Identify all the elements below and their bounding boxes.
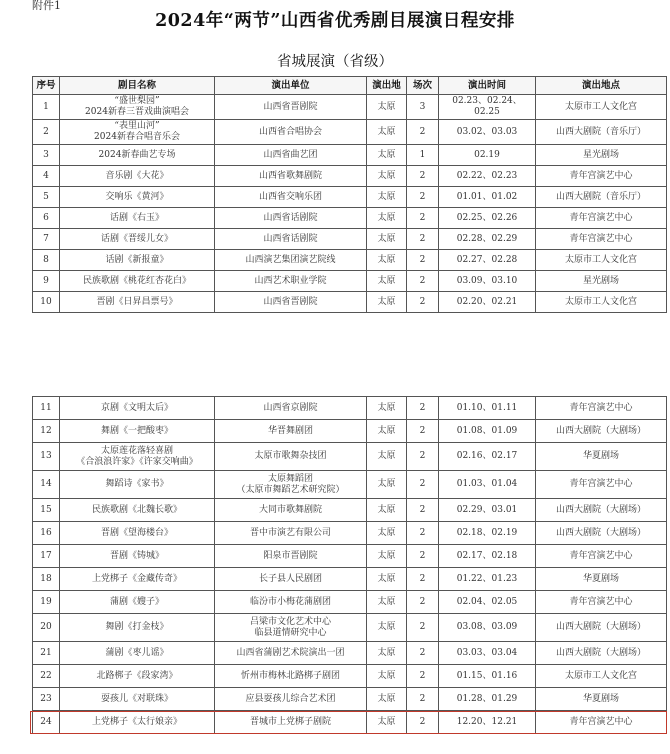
cell-time-line: 02.27、02.28 bbox=[456, 254, 518, 265]
cell-city: 太原 bbox=[367, 145, 407, 166]
cell-city: 太原 bbox=[367, 250, 407, 271]
cell-time-line: 01.15、01.16 bbox=[456, 670, 518, 681]
cell-name bbox=[60, 568, 215, 591]
cell-unit-line: 临汾市小梅花蒲剧团 bbox=[249, 596, 331, 607]
cell-name-line: 音乐剧《大花》 bbox=[105, 170, 169, 181]
cell-name-line: 民族歌剧《北魏长歌》 bbox=[91, 504, 182, 515]
cell-name bbox=[60, 145, 215, 166]
cell-unit-line: 应县耍孩儿综合艺术团 bbox=[245, 693, 336, 704]
header-shows: 场次 bbox=[407, 77, 439, 95]
cell-name bbox=[60, 711, 215, 734]
cell-venue: 太原市工人文化宫 bbox=[536, 292, 667, 313]
cell-time bbox=[439, 614, 536, 642]
cell-shows: 2 bbox=[407, 229, 439, 250]
cell-unit bbox=[215, 420, 367, 443]
cell-unit bbox=[215, 471, 367, 499]
cell-no: 16 bbox=[33, 522, 60, 545]
cell-time bbox=[439, 711, 536, 734]
cell-city: 太原 bbox=[367, 397, 407, 420]
cell-unit bbox=[215, 499, 367, 522]
cell-unit bbox=[215, 397, 367, 420]
cell-venue: 太原市工人文化宫 bbox=[536, 250, 667, 271]
cell-time-line: 01.22、01.23 bbox=[456, 573, 518, 584]
cell-venue: 山西大剧院（音乐厅） bbox=[536, 120, 667, 145]
cell-name bbox=[60, 471, 215, 499]
cell-shows: 2 bbox=[407, 614, 439, 642]
cell-unit bbox=[215, 166, 367, 187]
cell-name bbox=[60, 271, 215, 292]
cell-unit-line: 山西艺术职业学院 bbox=[254, 275, 327, 286]
cell-unit bbox=[215, 250, 367, 271]
cell-no: 12 bbox=[33, 420, 60, 443]
cell-time-line: 01.01、01.02 bbox=[456, 191, 518, 202]
cell-venue: 山西大剧院（大剧场） bbox=[536, 420, 667, 443]
cell-unit bbox=[215, 545, 367, 568]
cell-shows: 2 bbox=[407, 591, 439, 614]
cell-venue: 华夏剧场 bbox=[536, 568, 667, 591]
cell-time bbox=[439, 271, 536, 292]
cell-unit-line: 山西省晋剧院 bbox=[263, 296, 318, 307]
cell-time bbox=[439, 420, 536, 443]
cell-shows: 2 bbox=[407, 711, 439, 734]
table-row bbox=[33, 208, 667, 229]
cell-unit-line: 山西省曲艺团 bbox=[263, 149, 318, 160]
cell-time bbox=[439, 443, 536, 471]
table-row bbox=[33, 145, 667, 166]
cell-name-line: 话剧《新报童》 bbox=[105, 254, 169, 265]
cell-unit-line: 忻州市梅林北路梆子剧团 bbox=[240, 670, 340, 681]
table-row bbox=[33, 499, 667, 522]
cell-time-line: 02.17、02.18 bbox=[456, 550, 518, 561]
cell-time bbox=[439, 120, 536, 145]
cell-city: 太原 bbox=[367, 614, 407, 642]
cell-time bbox=[439, 397, 536, 420]
cell-time bbox=[439, 471, 536, 499]
cell-no: 21 bbox=[33, 642, 60, 665]
cell-name-line: 话剧《晋绥儿女》 bbox=[100, 233, 173, 244]
schedule-table-1 bbox=[32, 76, 667, 313]
cell-name-line: 上党梆子《太行娘亲》 bbox=[91, 716, 182, 727]
cell-unit-line: 山西省晋剧院 bbox=[263, 101, 318, 112]
cell-shows: 2 bbox=[407, 187, 439, 208]
cell-no: 2 bbox=[33, 120, 60, 145]
cell-time-line: 02.18、02.19 bbox=[456, 527, 518, 538]
cell-name-line: 《合浪浪许家》《许家交响曲》 bbox=[76, 456, 198, 467]
cell-no: 19 bbox=[33, 591, 60, 614]
cell-name bbox=[60, 187, 215, 208]
cell-venue: 青年宫演艺中心 bbox=[536, 208, 667, 229]
cell-no: 13 bbox=[33, 443, 60, 471]
cell-city: 太原 bbox=[367, 95, 407, 120]
cell-unit bbox=[215, 522, 367, 545]
cell-name-line: 2024新春曲艺专场 bbox=[98, 149, 176, 160]
cell-unit-line: 山西省交响乐团 bbox=[258, 191, 322, 202]
cell-city: 太原 bbox=[367, 499, 407, 522]
cell-no: 17 bbox=[33, 545, 60, 568]
table-row bbox=[33, 522, 667, 545]
cell-city: 太原 bbox=[367, 711, 407, 734]
cell-name-line: 晋剧《望海楼台》 bbox=[100, 527, 173, 538]
cell-unit bbox=[215, 665, 367, 688]
table-row bbox=[33, 420, 667, 443]
cell-name-line: 2024新春三晋戏曲演唱会 bbox=[85, 107, 189, 117]
cell-time bbox=[439, 665, 536, 688]
table-row bbox=[33, 471, 667, 499]
cell-name-line: 耍孩儿《对联珠》 bbox=[100, 693, 173, 704]
cell-unit-line: 太原舞蹈团 bbox=[267, 473, 313, 484]
cell-time-line: 01.03、01.04 bbox=[456, 479, 518, 489]
cell-time bbox=[439, 642, 536, 665]
table-row bbox=[33, 665, 667, 688]
cell-unit bbox=[215, 292, 367, 313]
cell-unit-line: 晋城市上党梆子剧院 bbox=[249, 716, 331, 727]
cell-name-line: “盛世梨园” bbox=[114, 96, 160, 106]
cell-city: 太原 bbox=[367, 420, 407, 443]
cell-venue: 青年宫演艺中心 bbox=[536, 711, 667, 734]
cell-unit bbox=[215, 145, 367, 166]
cell-name bbox=[60, 420, 215, 443]
cell-no: 4 bbox=[33, 166, 60, 187]
cell-shows: 2 bbox=[407, 499, 439, 522]
cell-no: 7 bbox=[33, 229, 60, 250]
cell-venue: 山西大剧院（大剧场） bbox=[536, 642, 667, 665]
cell-name-line: 晋剧《铸城》 bbox=[109, 550, 164, 561]
cell-city: 太原 bbox=[367, 187, 407, 208]
cell-city: 太原 bbox=[367, 642, 407, 665]
cell-name bbox=[60, 120, 215, 145]
cell-venue: 山西大剧院（大剧场） bbox=[536, 499, 667, 522]
cell-name-line: 京剧《文明太后》 bbox=[100, 402, 173, 413]
cell-time-line: 02.29、03.01 bbox=[456, 504, 518, 515]
annex-label: 附件1 bbox=[32, 0, 61, 12]
cell-time bbox=[439, 95, 536, 120]
cell-name bbox=[60, 688, 215, 711]
cell-name-line: 晋剧《日昇昌票号》 bbox=[96, 296, 178, 307]
cell-shows: 2 bbox=[407, 471, 439, 499]
table-row bbox=[33, 568, 667, 591]
cell-time-line: 02.20、02.21 bbox=[456, 296, 518, 307]
cell-unit-line: 山西省合唱协会 bbox=[258, 126, 322, 137]
cell-time-line: 02.25、02.26 bbox=[456, 212, 518, 223]
cell-no: 10 bbox=[33, 292, 60, 313]
cell-time-line: 02.28、02.29 bbox=[456, 233, 518, 244]
cell-venue: 青年宫演艺中心 bbox=[536, 229, 667, 250]
cell-name-line: 舞剧《打金枝》 bbox=[105, 622, 169, 632]
cell-name-line: 舞剧《一把酸枣》 bbox=[100, 425, 173, 436]
cell-city: 太原 bbox=[367, 688, 407, 711]
cell-time-line: 02.23、02.24、 bbox=[452, 96, 522, 106]
table-row bbox=[33, 292, 667, 313]
cell-no: 5 bbox=[33, 187, 60, 208]
cell-no: 23 bbox=[33, 688, 60, 711]
cell-time-line: 01.10、01.11 bbox=[456, 402, 518, 413]
cell-name-line: 蒲剧《枣儿谣》 bbox=[105, 647, 169, 658]
cell-no: 1 bbox=[33, 95, 60, 120]
cell-unit bbox=[215, 229, 367, 250]
cell-unit bbox=[215, 208, 367, 229]
cell-venue: 华夏剧场 bbox=[536, 443, 667, 471]
cell-name bbox=[60, 522, 215, 545]
header-time: 演出时间 bbox=[439, 77, 536, 95]
table-row bbox=[33, 443, 667, 471]
cell-name bbox=[60, 292, 215, 313]
cell-unit-line: 山西省话剧院 bbox=[263, 212, 318, 223]
cell-city: 太原 bbox=[367, 665, 407, 688]
cell-unit-line: 山西省蒲剧艺术院演出一团 bbox=[236, 647, 345, 658]
cell-shows: 2 bbox=[407, 545, 439, 568]
cell-no: 24 bbox=[33, 711, 60, 734]
cell-venue: 星光剧场 bbox=[536, 271, 667, 292]
cell-venue: 太原市工人文化宫 bbox=[536, 665, 667, 688]
cell-name bbox=[60, 95, 215, 120]
table-row bbox=[33, 120, 667, 145]
cell-unit bbox=[215, 591, 367, 614]
cell-time bbox=[439, 499, 536, 522]
cell-time bbox=[439, 292, 536, 313]
cell-no: 11 bbox=[33, 397, 60, 420]
cell-shows: 2 bbox=[407, 166, 439, 187]
cell-time-line: 01.28、01.29 bbox=[456, 693, 518, 704]
table-row bbox=[33, 642, 667, 665]
cell-time bbox=[439, 166, 536, 187]
cell-no: 14 bbox=[33, 471, 60, 499]
table-row bbox=[33, 688, 667, 711]
cell-time bbox=[439, 229, 536, 250]
section-subtitle: 省城展演（省级） bbox=[277, 54, 393, 70]
table-row bbox=[33, 250, 667, 271]
table-row bbox=[33, 614, 667, 642]
cell-unit-line: 山西省话剧院 bbox=[263, 233, 318, 244]
cell-name-line: 交响乐《黄河》 bbox=[105, 191, 169, 202]
cell-unit bbox=[215, 642, 367, 665]
cell-time-line: 03.03、03.04 bbox=[456, 647, 518, 658]
cell-no: 3 bbox=[33, 145, 60, 166]
header-venue: 演出地点 bbox=[536, 77, 667, 95]
cell-venue: 青年宫演艺中心 bbox=[536, 166, 667, 187]
table-row bbox=[33, 591, 667, 614]
cell-unit-line: 华晋舞剧团 bbox=[267, 425, 313, 436]
cell-name-line: 上党梆子《金藏传奇》 bbox=[91, 573, 182, 584]
cell-name bbox=[60, 591, 215, 614]
cell-unit-line: 晋中市演艺有限公司 bbox=[249, 527, 331, 538]
table-row bbox=[33, 95, 667, 120]
cell-shows: 2 bbox=[407, 250, 439, 271]
cell-venue: 青年宫演艺中心 bbox=[536, 545, 667, 568]
page-title: 2024年“两节”山西省优秀剧目展演日程安排 bbox=[155, 11, 515, 31]
cell-city: 太原 bbox=[367, 271, 407, 292]
cell-name bbox=[60, 665, 215, 688]
cell-name bbox=[60, 545, 215, 568]
cell-unit-line: 山西省京剧院 bbox=[263, 402, 318, 413]
cell-name-line: 太原莲花落轻喜剧 bbox=[100, 445, 173, 456]
cell-name bbox=[60, 614, 215, 642]
cell-name-line: 民族歌剧《桃花红杏花白》 bbox=[82, 275, 191, 286]
cell-no: 15 bbox=[33, 499, 60, 522]
cell-time bbox=[439, 568, 536, 591]
cell-name-line: 2024新春合唱音乐会 bbox=[94, 132, 180, 142]
cell-venue: 山西大剧院（大剧场） bbox=[536, 614, 667, 642]
cell-shows: 2 bbox=[407, 420, 439, 443]
table-row bbox=[33, 545, 667, 568]
cell-no: 8 bbox=[33, 250, 60, 271]
cell-unit-line: 山西演艺集团演艺院线 bbox=[245, 254, 336, 265]
cell-name-line: 蒲剧《嫂子》 bbox=[109, 596, 164, 607]
cell-shows: 3 bbox=[407, 95, 439, 120]
cell-unit bbox=[215, 271, 367, 292]
cell-venue: 青年宫演艺中心 bbox=[536, 471, 667, 499]
cell-city: 太原 bbox=[367, 166, 407, 187]
cell-name-line: 舞蹈诗《家书》 bbox=[105, 479, 169, 489]
cell-name-line: “表里山河” bbox=[114, 121, 160, 131]
cell-shows: 2 bbox=[407, 568, 439, 591]
cell-venue: 星光剧场 bbox=[536, 145, 667, 166]
cell-no: 6 bbox=[33, 208, 60, 229]
cell-city: 太原 bbox=[367, 591, 407, 614]
cell-city: 太原 bbox=[367, 443, 407, 471]
cell-shows: 1 bbox=[407, 145, 439, 166]
table-row bbox=[33, 166, 667, 187]
cell-name bbox=[60, 229, 215, 250]
table-row bbox=[33, 229, 667, 250]
header-name: 剧目名称 bbox=[60, 77, 215, 95]
cell-unit-line: 阳泉市晋剧院 bbox=[263, 550, 318, 561]
cell-time bbox=[439, 208, 536, 229]
cell-unit-line: 太原市歌舞杂技团 bbox=[254, 451, 327, 461]
cell-name-line: 北路梆子《段家湾》 bbox=[96, 670, 178, 681]
cell-shows: 2 bbox=[407, 642, 439, 665]
cell-unit-line: （太原市舞蹈艺术研究院） bbox=[236, 484, 345, 495]
cell-city: 太原 bbox=[367, 522, 407, 545]
cell-time-line: 02.19 bbox=[474, 149, 500, 160]
cell-shows: 2 bbox=[407, 522, 439, 545]
cell-no: 22 bbox=[33, 665, 60, 688]
cell-name bbox=[60, 208, 215, 229]
cell-venue: 山西大剧院（大剧场） bbox=[536, 522, 667, 545]
cell-no: 20 bbox=[33, 614, 60, 642]
cell-time-line: 02.22、02.23 bbox=[456, 170, 518, 181]
cell-unit-line: 长子县人民剧团 bbox=[258, 573, 322, 584]
table-row bbox=[33, 397, 667, 420]
cell-time-line: 02.04、02.05 bbox=[456, 596, 518, 607]
cell-shows: 2 bbox=[407, 271, 439, 292]
cell-time-line: 12.20、12.21 bbox=[456, 716, 518, 727]
cell-time bbox=[439, 522, 536, 545]
table-row bbox=[33, 711, 667, 734]
cell-unit bbox=[215, 187, 367, 208]
header-unit: 演出单位 bbox=[215, 77, 367, 95]
cell-time bbox=[439, 545, 536, 568]
cell-shows: 2 bbox=[407, 292, 439, 313]
cell-unit-line: 大同市歌舞剧院 bbox=[258, 504, 322, 515]
cell-venue: 山西大剧院（音乐厅） bbox=[536, 187, 667, 208]
cell-time-line: 01.08、01.09 bbox=[456, 425, 518, 436]
cell-unit bbox=[215, 688, 367, 711]
cell-name-line: 话剧《右玉》 bbox=[109, 212, 164, 223]
header-city: 演出地 bbox=[367, 77, 407, 95]
cell-time-line: 03.02、03.03 bbox=[456, 126, 518, 137]
cell-time bbox=[439, 591, 536, 614]
cell-venue: 太原市工人文化宫 bbox=[536, 95, 667, 120]
cell-time-line: 03.09、03.10 bbox=[456, 275, 518, 286]
cell-time bbox=[439, 187, 536, 208]
cell-unit bbox=[215, 95, 367, 120]
cell-name bbox=[60, 166, 215, 187]
cell-venue: 华夏剧场 bbox=[536, 688, 667, 711]
cell-city: 太原 bbox=[367, 229, 407, 250]
cell-unit bbox=[215, 711, 367, 734]
cell-name bbox=[60, 499, 215, 522]
cell-name bbox=[60, 397, 215, 420]
header-no: 序号 bbox=[33, 77, 60, 95]
cell-city: 太原 bbox=[367, 568, 407, 591]
cell-shows: 2 bbox=[407, 208, 439, 229]
cell-time bbox=[439, 145, 536, 166]
cell-city: 太原 bbox=[367, 292, 407, 313]
cell-city: 太原 bbox=[367, 120, 407, 145]
cell-venue: 青年宫演艺中心 bbox=[536, 397, 667, 420]
cell-name bbox=[60, 250, 215, 271]
cell-unit-line: 临县道情研究中心 bbox=[254, 627, 327, 638]
cell-unit-line: 吕梁市文化艺术中心 bbox=[249, 616, 331, 627]
cell-time-line: 02.25 bbox=[474, 107, 500, 117]
table-header-row bbox=[33, 77, 667, 95]
cell-unit bbox=[215, 614, 367, 642]
cell-time bbox=[439, 688, 536, 711]
cell-time bbox=[439, 250, 536, 271]
table-row bbox=[33, 187, 667, 208]
cell-shows: 2 bbox=[407, 120, 439, 145]
cell-shows: 2 bbox=[407, 397, 439, 420]
table-row bbox=[33, 271, 667, 292]
cell-shows: 2 bbox=[407, 665, 439, 688]
cell-time-line: 02.16、02.17 bbox=[456, 451, 518, 461]
cell-no: 9 bbox=[33, 271, 60, 292]
cell-unit-line: 山西省歌舞剧院 bbox=[258, 170, 322, 181]
cell-unit bbox=[215, 568, 367, 591]
cell-city: 太原 bbox=[367, 208, 407, 229]
cell-time-line: 03.08、03.09 bbox=[456, 622, 518, 632]
cell-unit bbox=[215, 120, 367, 145]
cell-shows: 2 bbox=[407, 443, 439, 471]
cell-name bbox=[60, 642, 215, 665]
cell-city: 太原 bbox=[367, 471, 407, 499]
cell-no: 18 bbox=[33, 568, 60, 591]
cell-unit bbox=[215, 443, 367, 471]
schedule-table-2 bbox=[32, 396, 667, 734]
cell-venue: 青年宫演艺中心 bbox=[536, 591, 667, 614]
cell-name bbox=[60, 443, 215, 471]
cell-city: 太原 bbox=[367, 545, 407, 568]
cell-shows: 2 bbox=[407, 688, 439, 711]
